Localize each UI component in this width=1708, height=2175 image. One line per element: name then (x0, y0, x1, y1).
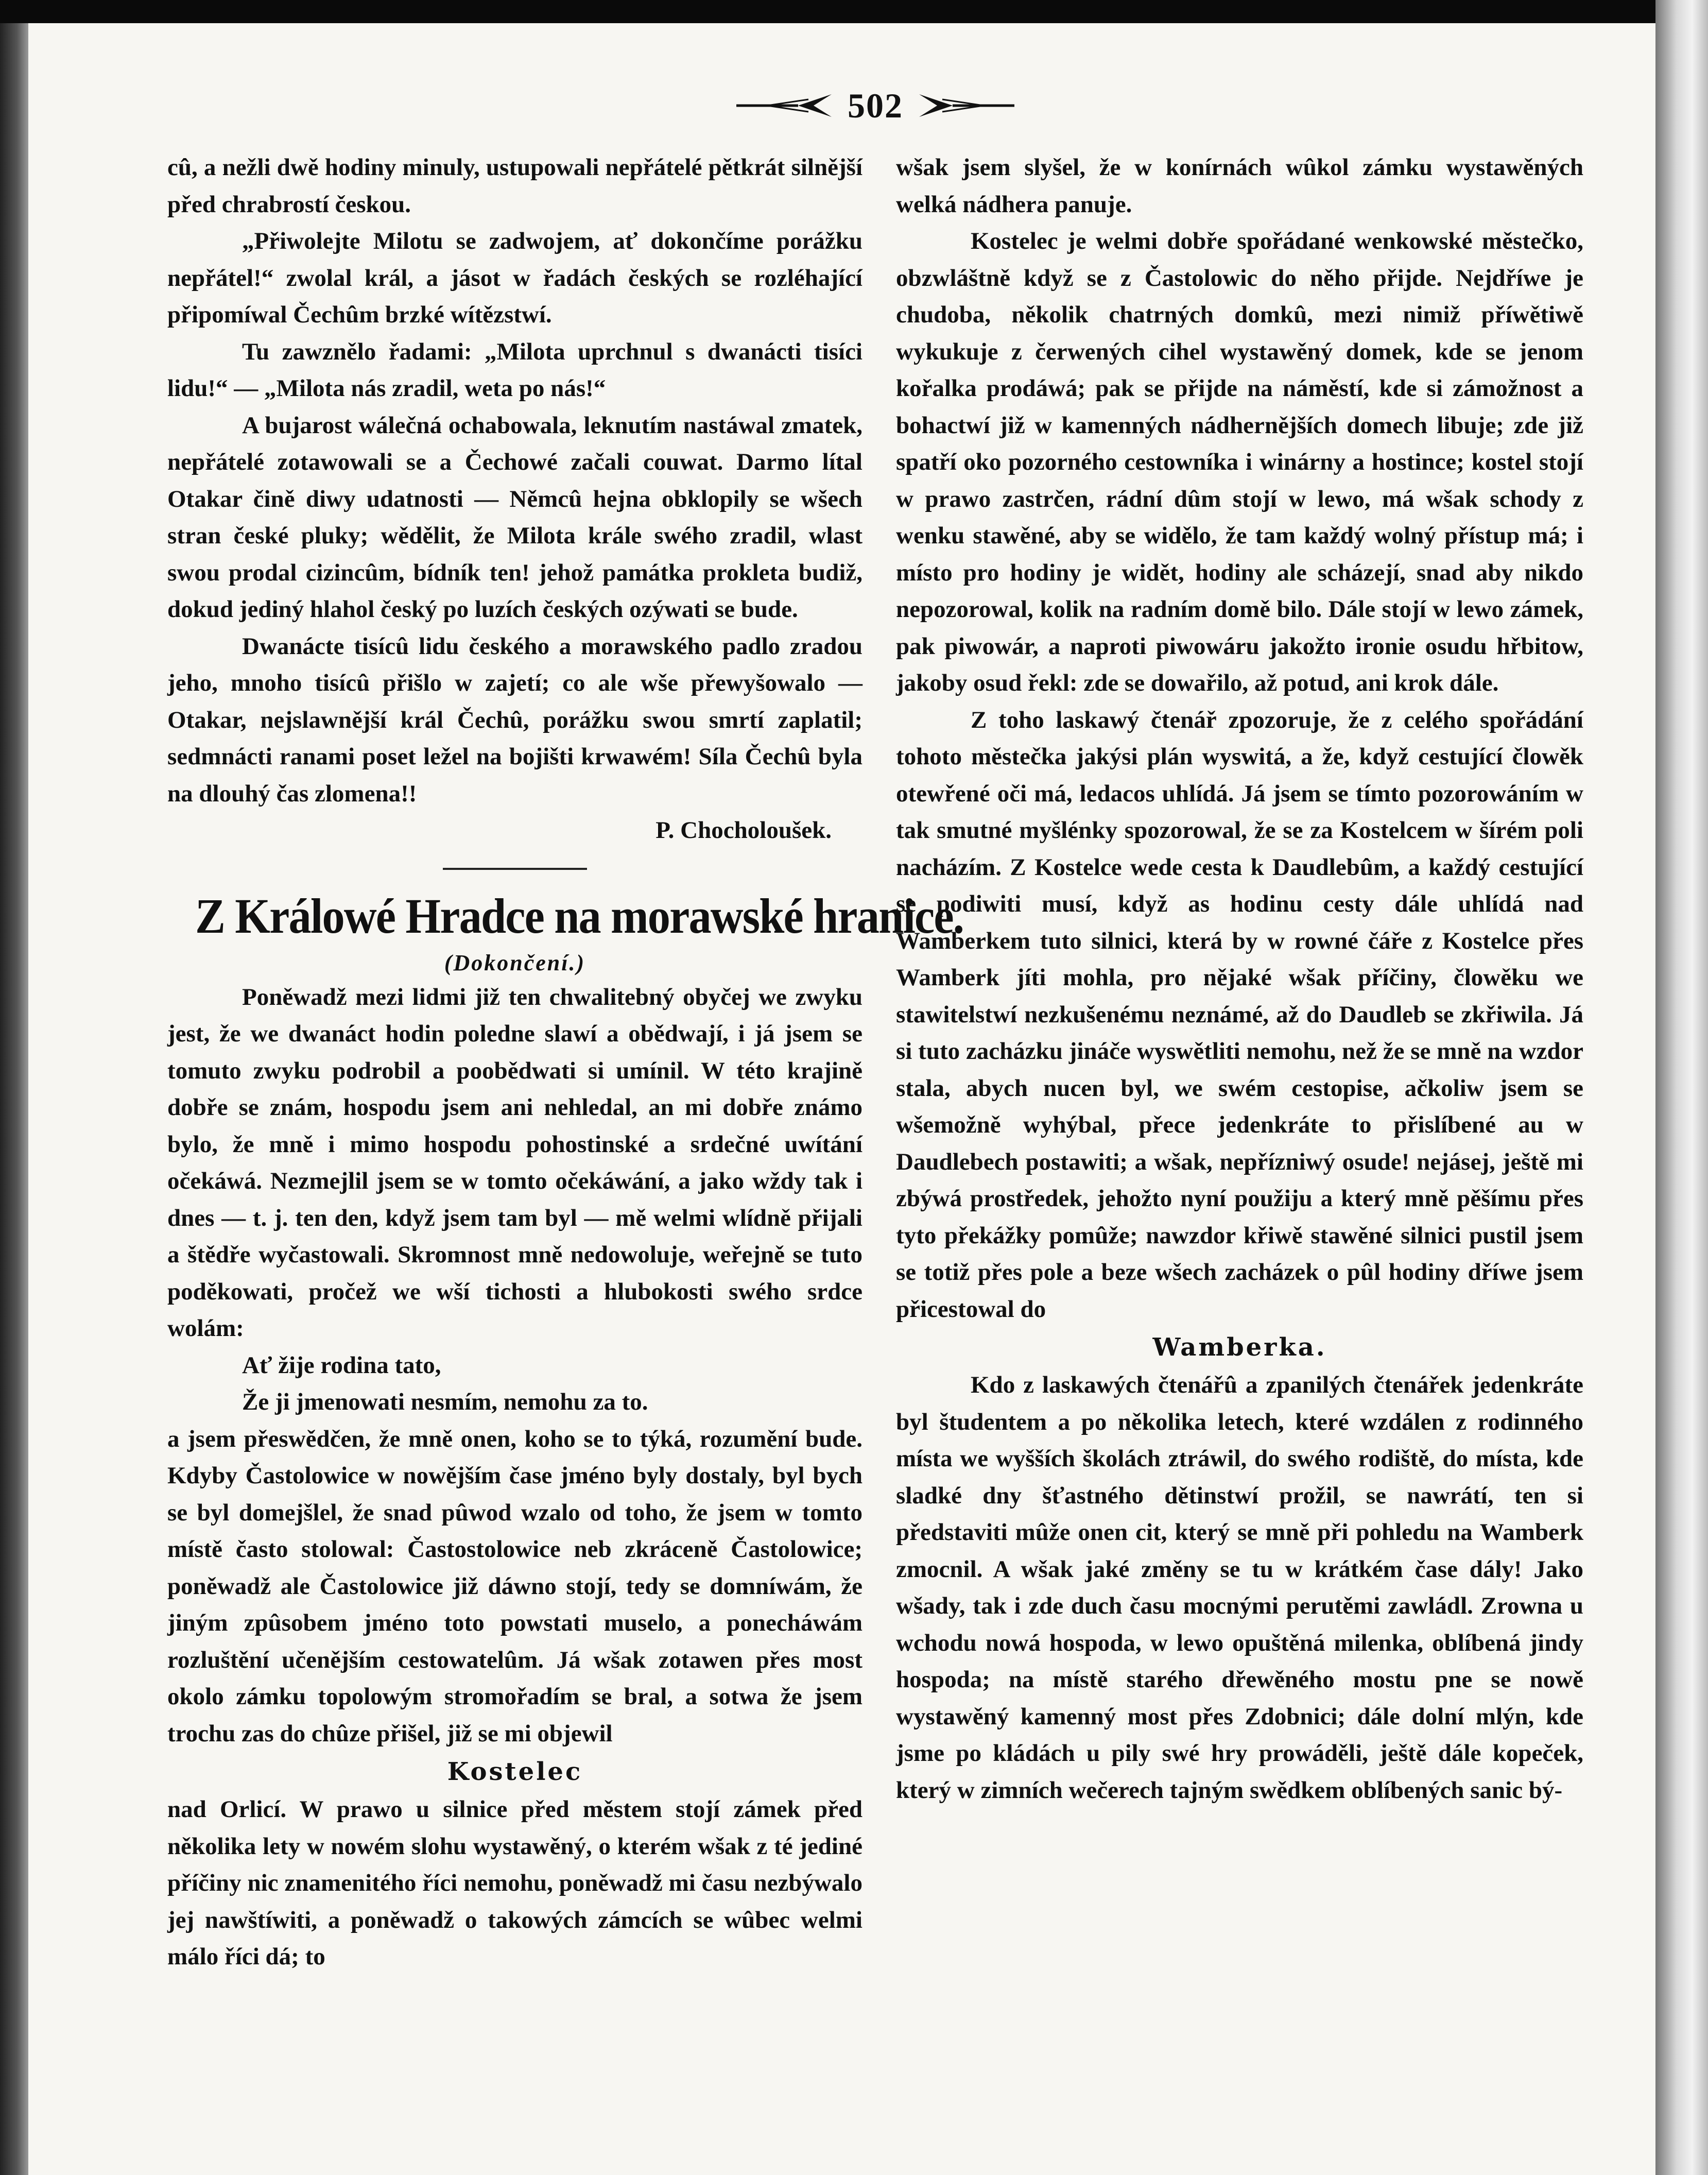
paragraph: Poněwadž mezi lidmi již ten chwalitebný obyčej we zwyku jest, že we dwanáct hodin poledne slawí a obědwají, i já jsem se tomuto zwyku podrobil a poobědwati si umínil. W této krajině dobře se znám, hospodu jsem ani nehledal, an mi dobře známo bylo, že mně i mimo hospodu pohostinské a srdečné uwítání očekáwá. Nezmejlil jsem se w tomto očekáwání, a jako wždy tak i dnes — t. j. ten den, když jsem tam byl — mě welmi wlídně přijali a štědře wyčastowali. Skromnost mně nedowoluje, weřejně se tuto poděkowati, pročež we wší tichosti a hlubokosti swého srdce wolám: (167, 983, 862, 1342)
article-subtitle: (Dokončení.) (444, 950, 586, 975)
page-number: 502 (848, 85, 903, 125)
left-column (167, 149, 964, 1976)
paragraph: Kdo z laskawých čtenářû a zpanilých čtenářek jedenkráte byl študentem a po několika letech, které wzdálen z rodinného místa we wyšších školách ztráwil, do swého rodiště, do místa, kde sladké dny šťastného dětinstwí prožil, se nawrátí, ten si představiti mûže onen cit, který se mně při pohledu na Wamberk zmocnil. A wšak jaké změny se tu w krátkém čase dály! Jako wšady, tak i zde duch času mocnými perutěmi zawládl. Zrowna u wchodu nowá hospoda, w lewo opuštěná milenka, oblíbená jindy hospoda; na místě starého dřewěného mostu pne se nowě wystawěný kamenný most přes Zdobnici; dále dolní mlýn, kde jsme po kládách u pily swé hry prowáděli, ještě dále kopeček, který w zimních wečerech tajným swědkem oblíbených sanic bý- (896, 1372, 1583, 1804)
article-title: Z Králowé Hradce na morawské hranice. (195, 888, 964, 944)
paragraph: Kostelec je welmi dobře spořádané wenkowské městečko, obzwláštně když se z Častolowic do něho přijde. Nejdříwe je chudoba, několik chatrných domkû, mezi nimiž příwětiwě wykukuje z čerwených cihel wystawěný domek, kde se jenom kořalka prodáwá; pak se přijde na náměstí, kde si zámožnost a bohactwí již w kamenných nádhernějších domech libuje; zde již spatří oko pozorného cestowníka i winárny a hostince; kostel stojí w prawo zastrčen, rádní dûm stojí w lewo, má wšak schody z wenku stawěné, aby se widělo, že tam každý wolný přístup má; i místo pro hodiny je widět, hodiny ale scházejí, snad aby nikdo nepozorowal, kolik na radním domě bilo. Dále stojí w lewo zámek, pak piwowár, a naproti piwowáru jakožto ironie osudu hřbitow, jakoby osud řekl: zde se dowařilo, až potud, ani krok dále. (896, 228, 1583, 696)
author-signature: P. Chocholoušek. (655, 817, 832, 844)
place-heading-wamberk: Wamberka. (1152, 1333, 1327, 1362)
paragraph: cû, a nežli dwě hodiny minuly, ustupowali nepřátelé pětkrát silnější před chrabrostí českou. (167, 154, 862, 218)
right-ornament-icon (917, 90, 1014, 121)
right-column (896, 149, 1583, 1809)
left-ornament-icon (736, 90, 834, 121)
book-binding-shadow (0, 23, 28, 2175)
page-edge-shadow (1655, 0, 1708, 2175)
paragraph: nad Orlicí. W prawo u silnice před městem stojí zámek před několika lety w nowém slohu wystawěný, o kterém wšak z té jediné příčiny nic znamenitého říci nemohu, poněwadž mi času nezbýwalo jej nawštíwiti, a poněwadž o takowých zámcích se wûbec welmi málo říci dá; to (167, 1796, 862, 1970)
paragraph: a jsem přeswědčen, že mně onen, koho se to týká, rozumění bude. Kdyby Častolowice w nowějším čase jméno byly dostaly, byl bych se byl domejšlel, že snad pûwod wzalo od toho, že jsem w tomto místě často stolowal: Častostolowice neb zkráceně Častolowice; poněwadž ale Častolowice již dáwno stojí, tedy se domníwám, že jiným zpûsobem jméno toto powstati muselo, a ponecháwám rozluštění učenějším cestowatelûm. Já wšak zotawen přes most okolo zámku topolowým stromořadím se bral, a sotwa že jsem trochu zas do chûze přišel, již se mi objewil (167, 1425, 862, 1747)
paragraph: Dwanácte tisícû lidu českého a morawského padlo zradou jeho, mnoho tisícû přišlo w zajetí; co ale wše přewyšowalo — Otakar, nejslawnější král Čechû, porážku swou smrtí zaplatil; sedmnácti ranami poset ležel na bojišti krwawém! Síla Čechû byla na dlouhý čas zlomena!! (167, 632, 862, 807)
paragraph: Z toho laskawý čtenář zpozoruje, že z celého spořádání tohoto městečka jakýsi plán wyswitá, a že, když cestující člowěk otewřené oči má, ledacos uhlídá. Já jsem se tímto pozorowáním w tak smutné myšlénky spozorowal, že se za Kostelcem w šírém poli nacházím. Z Kostelce wede cesta k Daudlebûm, a každý cestující se podiwiti musí, když as hodinu cesty dále uhlídá nad Wamberkem tuto silnici, která by w rowné čáře z Kostelce přes Wamberk jíti mohla, pro nějaké wšak příčiny, člowěku we stawitelstwí nezkušenému neznámé, až do Daudleb se zkřiwila. Já si tuto zacházku jináče wyswětliti nemohu, než že se mně na wzdor stala, abych nucen byl, we swém cestopise, ačkoliw jsem se wšemožně wyhýbal, přece jedenkráte to přislíbené au w Daudlebech postawiti; a wšak, nepřízniwý osude! nejásej, ještě mi zbýwá prostředek, jehožto nyní použiju a který mně pěšímu přes tyto překážky pomûže; nawzdor křiwě stawěné silnici pustil jsem se totiž přes pole a beze wšech zacházek o pûl hodiny dříwe jsem přicestowal do (896, 706, 1583, 1323)
place-heading-kostelec: Kostelec (447, 1757, 583, 1786)
verse-line: Ať žije rodina tato, (242, 1351, 441, 1379)
section-divider (443, 868, 587, 870)
page-header (731, 77, 1020, 134)
verse-line: Že ji jmenowati nesmím, nemohu za to. (242, 1389, 648, 1415)
paragraph: „Přiwolejte Milotu se zadwojem, ať dokončíme porážku nepřátel!“ zwolal král, a jásot w řadách českých se rozléhající připomíwal Čechûm brzké wítězstwí. (167, 228, 862, 328)
paragraph: wšak jsem slyšel, že w konírnách wûkol zámku wystawěných welká nádhera panuje. (896, 154, 1583, 218)
paragraph: Tu zawznělo řadami: „Milota uprchnul s dwanácti tisíci lidu!“ — „Milota nás zradil, weta po nás!“ (167, 338, 862, 402)
paragraph: A bujarost wálečná ochabowala, leknutím nastáwal zmatek, nepřátelé zotawowali se a Čechowé začali couwat. Darmo lítal Otakar čině diwy udatnosti — Němcû hejna obklopily se wšech stran české pluky; wědělit, že Milota krále swého zradil, wlast swou prodal cizincûm, bídník ten! jehož památka prokleta budiž, dokud jediný hlahol český po luzích českých ozýwati se bude. (167, 412, 862, 623)
